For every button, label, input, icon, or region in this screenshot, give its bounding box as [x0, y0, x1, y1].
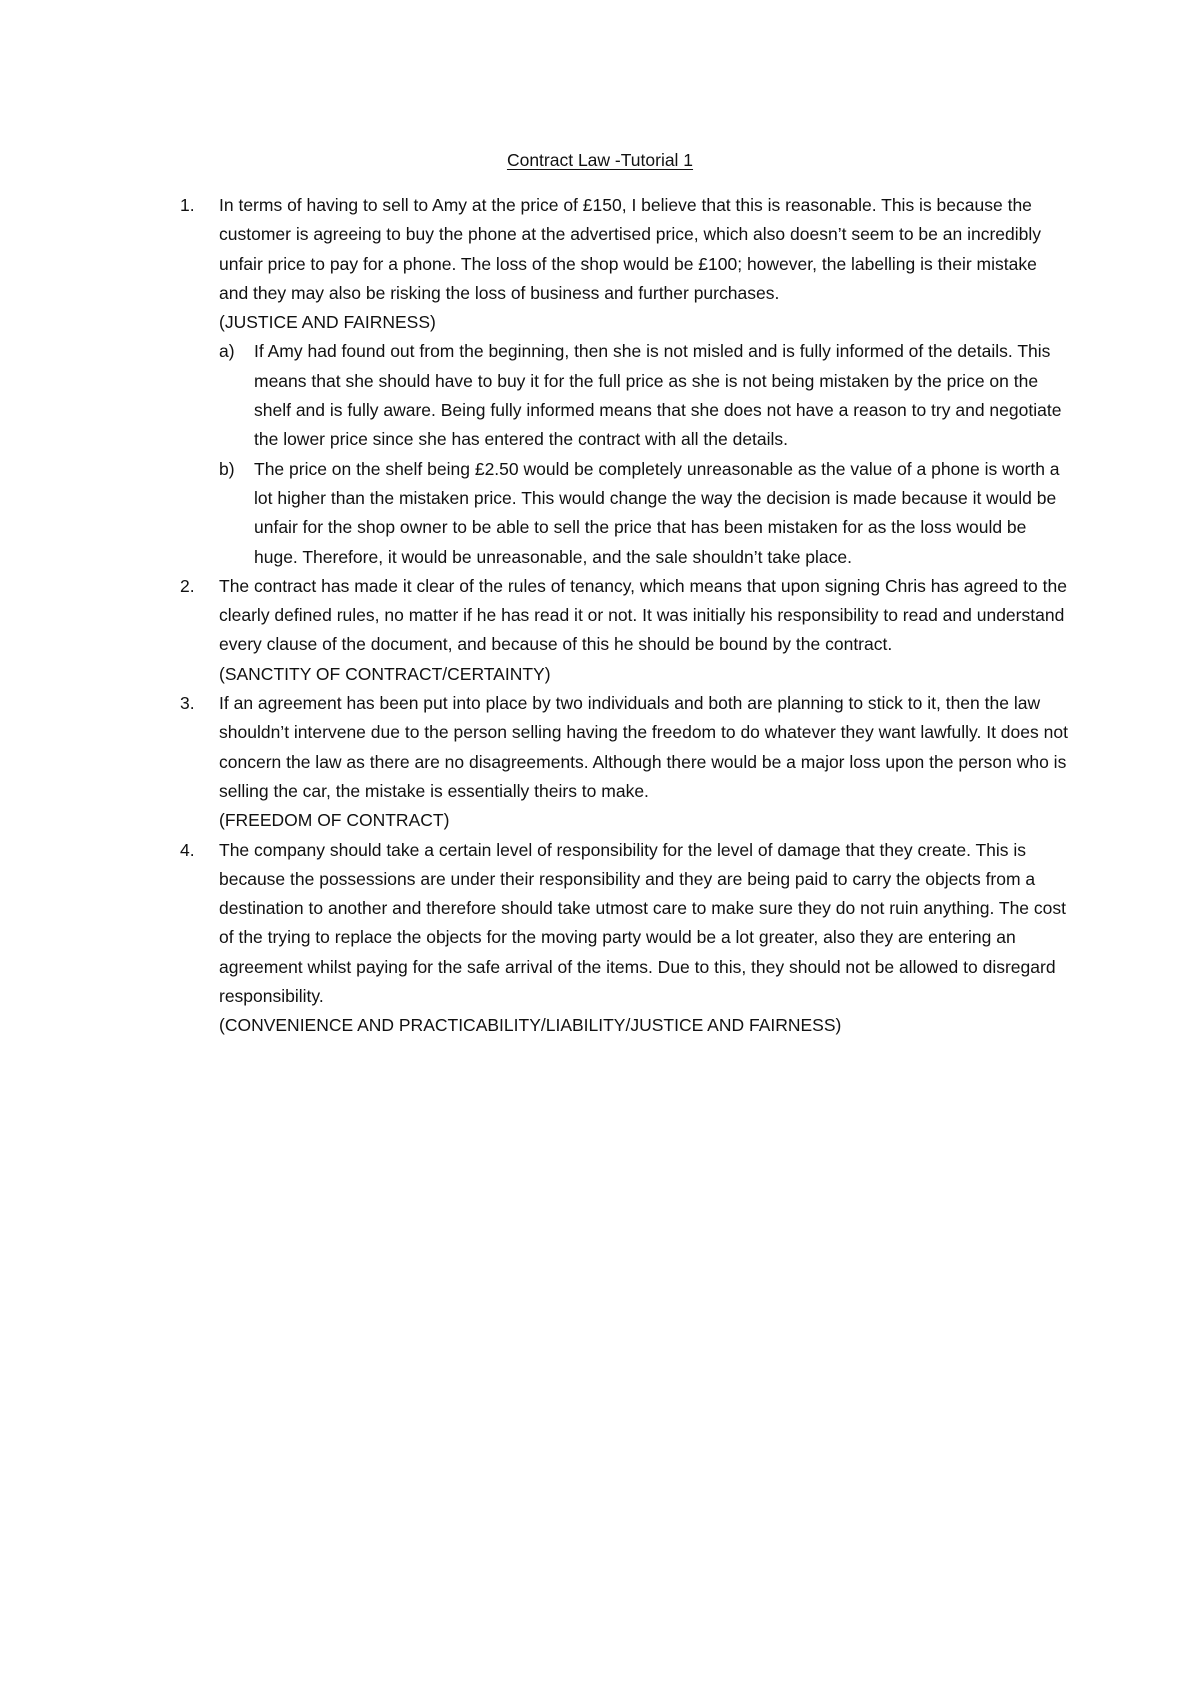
answer-item-4 — [180, 836, 1070, 1041]
sub-answer-b — [219, 455, 1070, 572]
item-text: The contract has made it clear of the rules of tenancy, which means that upon signing Chris has agreed to the clearly defined rules, no matter if he has read it or not. It was initially his responsibility to read and understand every clause of the document, and because of this he should be bound by the contract. — [219, 575, 1067, 655]
item-principle: (JUSTICE AND FAIRNESS) — [219, 312, 436, 333]
sub-item-text: The price on the shelf being £2.50 would be completely unreasonable as the value of a phone is worth a lot higher than the mistaken price. This would change the way the decision is made because it would be unfair for the shop owner to be able to sell the price that has been mistaken for as the loss would be huge. Therefore, it would be unreasonable, and the sale shouldn’t take place. — [254, 458, 1060, 567]
answer-item-2 — [180, 572, 1070, 689]
item-number: 4. — [180, 839, 195, 860]
sub-answer-a — [219, 337, 1070, 454]
item-text: The company should take a certain level of responsibility for the level of damage that they create. This is because the possessions are under their responsibility and they are being paid to carry the objects from a destination to another and therefore should take utmost care to make sure they do not ruin anything. The cost of the trying to replace the objects for the moving party would be a lot greater, also they are entering an agreement whilst paying for the safe arrival of the items. Due to this, they should not be allowed to disregard responsibility. — [219, 839, 1066, 1007]
document-title: Contract Law -Tutorial 1 — [506, 150, 694, 170]
item-number: 3. — [180, 693, 195, 714]
answer-item-3 — [180, 689, 1070, 835]
sub-answer-list — [219, 337, 1070, 571]
sub-item-text: If Amy had found out from the beginning, then she is not misled and is fully informed of the details. This means that she should have to buy it for the full price as she is not being mistaken by the price on the shelf and is fully aware. Being fully informed means that she does not have a reason to try and negotiate the lower price since she has entered the contract with all the details. — [254, 341, 1062, 450]
answer-item-1 — [180, 191, 1070, 572]
item-principle: (FREEDOM OF CONTRACT) — [219, 810, 450, 831]
sub-item-letter: b) — [219, 458, 235, 479]
item-principle: (CONVENIENCE AND PRACTICABILITY/LIABILITY/JUSTICE AND FAIRNESS) — [219, 1015, 842, 1036]
item-principle: (SANCTITY OF CONTRACT/CERTAINTY) — [219, 663, 551, 684]
answer-list — [180, 191, 1070, 1041]
sub-item-letter: a) — [219, 341, 235, 362]
item-number: 1. — [180, 195, 195, 215]
item-text: In terms of having to sell to Amy at the price of £150, I believe that this is reasonable. This is because the customer is agreeing to buy the phone at the advertised price, which also doesn’t seem to be an incredibly unfair price to pay for a phone. The loss of the shop would be £100; however, the labelling is their mistake and they may also be risking the loss of business and further purchases. — [219, 195, 1042, 303]
item-text: If an agreement has been put into place by two individuals and both are planning to stick to it, then the law shouldn’t intervene due to the person selling having the freedom to do whatever they want lawfully. It does not concern the law as there are no disagreements. Although there would be a major loss upon the person who is selling the car, the mistake is essentially theirs to make. — [219, 693, 1068, 801]
item-number: 2. — [180, 575, 195, 596]
